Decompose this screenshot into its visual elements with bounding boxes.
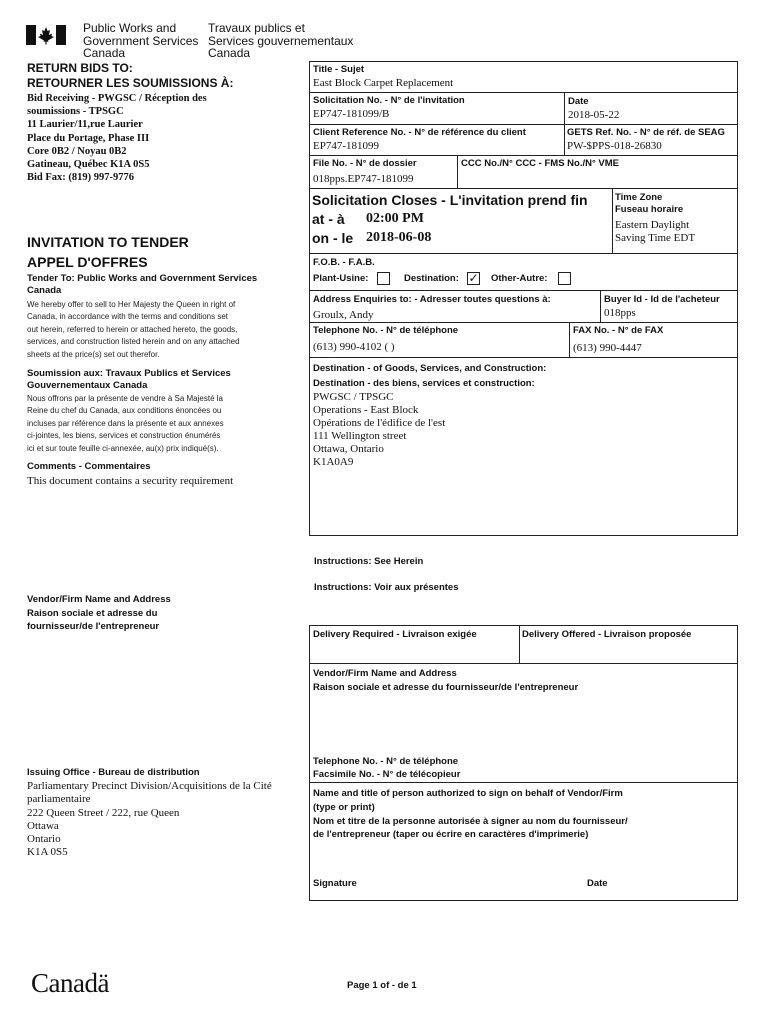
- title-label: Title - Sujet: [313, 64, 365, 75]
- signature-date-label: Date: [587, 878, 608, 889]
- closes-date: 2018-06-08: [366, 230, 432, 245]
- plant-checkbox[interactable]: [377, 272, 390, 285]
- page-number: Page 1 of - de 1: [347, 980, 417, 991]
- timezone-value: Eastern Daylight Saving Time EDT: [615, 219, 696, 244]
- vendor-left-label: Vendor/Firm Name and Address Raison sociale et adresse du fournisseur/de l'entrepreneur: [27, 594, 171, 632]
- buyer-label: Buyer Id - Id de l'acheteur: [604, 294, 720, 305]
- checkmark-icon: ✓: [468, 271, 479, 285]
- return-bids-title: RETURN BIDS TO: RETOURNER LES SOUMISSIONS À:: [27, 61, 234, 90]
- fax-label: FAX No. - N° de FAX: [573, 325, 664, 336]
- return-bids-address: Bid Receiving - PWGSC / Réception des soumissions - TPSGC 11 Laurier/11,rue Laurier Place du Portage, Phase III Core 0B2 / Noyau 0B2 Gatineau, Québec K1A 0S5 Bid Fax: (819) 997-9776: [27, 93, 207, 184]
- solicitation-value: EP747-181099/B: [313, 108, 390, 120]
- other-label: Other-Autre:: [491, 273, 548, 284]
- file-label: File No. - N° de dossier: [313, 158, 417, 169]
- address-enquiries-value: Groulx, Andy: [313, 309, 374, 321]
- instructions-en: Instructions: See Herein: [314, 556, 424, 567]
- soumission-text: Nous offrons par la présente de vendre à Sa Majesté la Reine du chef du Canada, aux conditions énoncées ou incluses par référence dans la présente et aux annexes ci-jointes, les biens, services et construction énumérés ici et sur toute feuille ci-annexée, au(x) prix indiqué(s).: [27, 394, 224, 453]
- closes-line: Solicitation Closes - L'invitation prend fin: [312, 192, 588, 208]
- file-value: 018pps.EP747-181099: [313, 173, 414, 185]
- signature-label: Signature: [313, 878, 357, 889]
- destination-checkbox[interactable]: [467, 272, 480, 285]
- destination-checkbox-label: Destination:: [404, 273, 459, 284]
- telephone-label: Telephone No. - N° de téléphone: [313, 325, 459, 336]
- department-name-en: Public Works and Government Services Canada: [83, 21, 199, 60]
- vendor-phone-label: Telephone No. - N° de téléphone Facsimile No. - N° de télécopieur: [313, 756, 461, 780]
- client-ref-value: EP747-181099: [313, 140, 379, 152]
- plant-label: Plant-Usine:: [313, 273, 369, 284]
- tender-to-label: Tender To: Public Works and Government Services Canada: [27, 273, 258, 296]
- ccc-label: CCC No./N° CCC - FMS No./N° VME: [461, 158, 620, 169]
- solicitation-label: Solicitation No. - N° de l'invitation: [313, 95, 465, 106]
- tender-to-text: We hereby offer to sell to Her Majesty the Queen in right of Canada, in accordance with the terms and conditions set out herein, referred to herein or attached hereto, the goods, services, and construction listed herein and on any attached sheets at the price(s) set out therefor.: [27, 300, 240, 359]
- issuing-office-address: Parliamentary Precinct Division/Acquisitions de la Cité parliamentaire 222 Queen Street / 222, rue Queen Ottawa Ontario K1A 0S5: [27, 780, 272, 859]
- other-checkbox[interactable]: [558, 272, 571, 285]
- gets-value: PW-$PPS-018-26830: [567, 140, 662, 152]
- timezone-label: Time Zone Fuseau horaire: [615, 192, 684, 215]
- canada-flag-icon: [26, 25, 66, 45]
- vendor-name-address-label: Vendor/Firm Name and Address Raison sociale et adresse du fournisseur/de l'entrepreneur: [313, 668, 579, 693]
- closes-at-label: at - à: [312, 211, 345, 227]
- soumission-label: Soumission aux: Travaux Publics et Services Gouvernementaux Canada: [27, 368, 231, 391]
- fob-label: F.O.B. - F.A.B.: [313, 257, 375, 268]
- gets-label: GETS Ref. No. - N° de réf. de SEAG: [567, 127, 725, 138]
- comments-value: This document contains a security requirement: [27, 475, 234, 487]
- delivery-offered-label: Delivery Offered - Livraison proposée: [522, 629, 692, 640]
- fax-value: (613) 990-4447: [573, 342, 642, 354]
- instructions-fr: Instructions: Voir aux présentes: [314, 582, 459, 593]
- title-value: East Block Carpet Replacement: [313, 77, 454, 89]
- buyer-value: 018pps: [604, 307, 636, 319]
- date-label: Date: [568, 96, 589, 107]
- telephone-value: (613) 990-4102 ( ): [313, 341, 395, 353]
- destination-address: PWGSC / TPSGC Operations - East Block Opérations de l'édifice de l'est 111 Wellington street Ottawa, Ontario K1A0A9: [313, 391, 446, 468]
- authorized-person-label: Name and title of person authorized to sign on behalf of Vendor/Firm (type or print) Nom et titre de la personne autorisée à signer au nom du fournisseur/ de l'entrepreneur (taper ou écrire en caractères d'imprimerie): [313, 788, 628, 841]
- issuing-office-label: Issuing Office - Bureau de distribution: [27, 767, 200, 778]
- closes-on-label: on - le: [312, 230, 354, 246]
- date-value: 2018-05-22: [568, 109, 620, 121]
- closes-time: 02:00 PM: [366, 211, 424, 226]
- department-name-fr: Travaux publics et Services gouvernementaux Canada: [208, 21, 354, 60]
- delivery-required-label: Delivery Required - Livraison exigée: [313, 629, 477, 640]
- client-ref-label: Client Reference No. - N° de référence du client: [313, 127, 526, 138]
- comments-label: Comments - Commentaires: [27, 461, 151, 472]
- invitation-title: INVITATION TO TENDER APPEL D'OFFRES: [27, 234, 189, 270]
- destination-label: Destination - of Goods, Services, and Construction: Destination - des biens, services et construction:: [313, 363, 547, 389]
- canada-wordmark: Canadä: [31, 968, 109, 998]
- address-enquiries-label: Address Enquiries to: - Adresser toutes questions à:: [313, 294, 551, 305]
